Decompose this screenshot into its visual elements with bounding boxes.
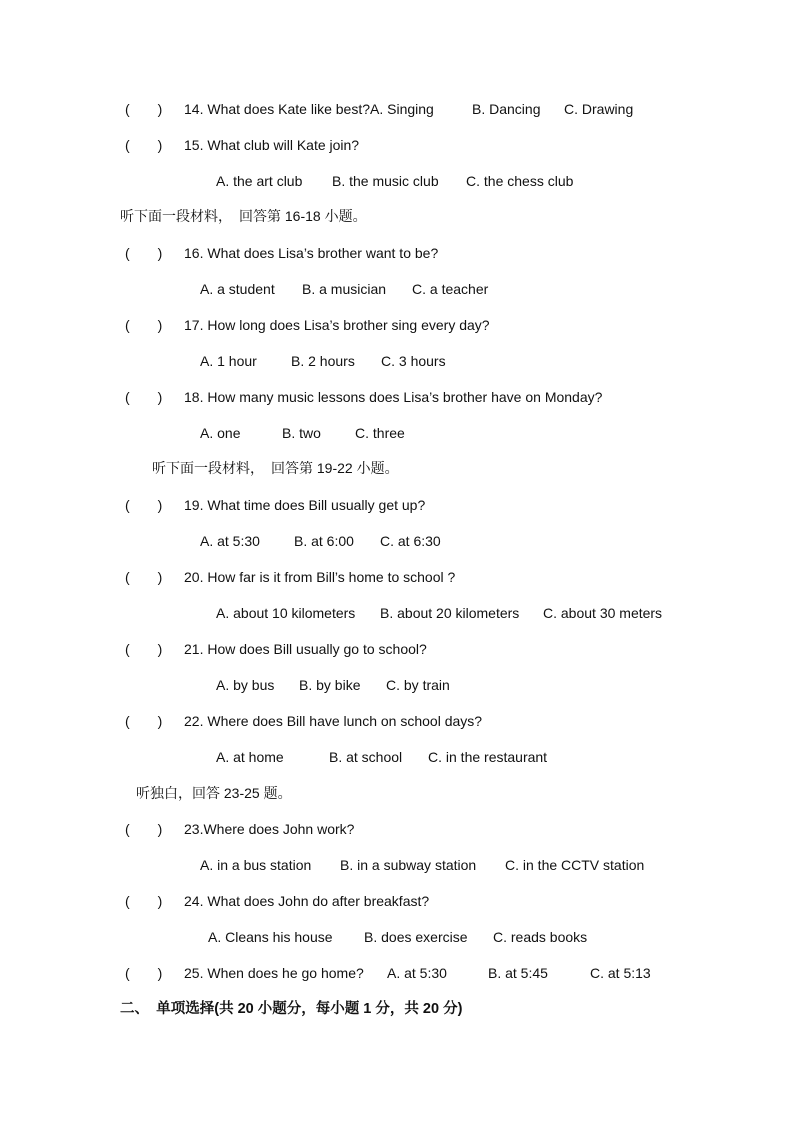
- option-24-b: B. does exercise: [364, 929, 468, 945]
- listening-heading-23-25: 听独白，回答 23-25 题。: [136, 785, 292, 801]
- option-18-c: C. three: [355, 425, 405, 441]
- option-22-c: C. in the restaurant: [428, 749, 548, 765]
- option-20-a: A. about 10 kilometers: [216, 605, 356, 621]
- option-25-c: C. at 5:13: [590, 965, 651, 981]
- option-16-c: C. a teacher: [412, 281, 489, 297]
- option-23-b: B. in a subway station: [340, 857, 477, 873]
- option-18-b: B. two: [282, 425, 321, 441]
- answer-blank-21[interactable]: ( ): [125, 641, 163, 657]
- option-15-b: B. the music club: [332, 173, 439, 189]
- listening-heading-19-22: 听下面一段材料， 回答第 19-22 小题。: [152, 460, 399, 476]
- question-17: 17. How long does Lisa’s brother sing every day?: [184, 317, 490, 333]
- option-20-b: B. about 20 kilometers: [380, 605, 520, 621]
- option-21-b: B. by bike: [299, 677, 361, 693]
- option-15-a: A. the art club: [216, 173, 303, 189]
- answer-blank-17[interactable]: ( ): [125, 317, 163, 333]
- option-22-a: A. at home: [216, 749, 284, 765]
- option-16-b: B. a musician: [302, 281, 387, 297]
- option-21-a: A. by bus: [216, 677, 275, 693]
- section-heading-single-choice: 二、 单项选择(共 20 小题分，每小题 1 分，共 20 分): [120, 1001, 463, 1017]
- answer-blank-22[interactable]: ( ): [125, 713, 163, 729]
- answer-blank-20[interactable]: ( ): [125, 569, 163, 585]
- option-20-c: C. about 30 meters: [543, 605, 663, 621]
- option-15-c: C. the chess club: [466, 173, 574, 189]
- answer-blank-19[interactable]: ( ): [125, 497, 163, 513]
- option-17-b: B. 2 hours: [291, 353, 355, 369]
- answer-blank-16[interactable]: ( ): [125, 245, 163, 261]
- option-19-c: C. at 6:30: [380, 533, 441, 549]
- option-22-b: B. at school: [329, 749, 403, 765]
- option-25-a: A. at 5:30: [387, 965, 447, 981]
- question-23: 23.Where does John work?: [184, 821, 355, 837]
- answer-blank-25[interactable]: ( ): [125, 965, 163, 981]
- option-23-c: C. in the CCTV station: [505, 857, 645, 873]
- question-24: 24. What does John do after breakfast?: [184, 893, 430, 909]
- option-21-c: C. by train: [386, 677, 450, 693]
- answer-blank-23[interactable]: ( ): [125, 821, 163, 837]
- question-21: 21. How does Bill usually go to school?: [184, 641, 427, 657]
- answer-blank-14[interactable]: ( ): [125, 101, 163, 117]
- option-24-c: C. reads books: [493, 929, 588, 945]
- question-16: 16. What does Lisa’s brother want to be?: [184, 245, 439, 261]
- option-16-a: A. a student: [200, 281, 275, 297]
- option-24-a: A. Cleans his house: [208, 929, 333, 945]
- question-18: 18. How many music lessons does Lisa’s brother have on Monday?: [184, 389, 603, 405]
- option-17-c: C. 3 hours: [381, 353, 446, 369]
- option-14-c: C. Drawing: [564, 101, 634, 117]
- option-18-a: A. one: [200, 425, 241, 441]
- option-14-b: B. Dancing: [472, 101, 541, 117]
- option-19-a: A. at 5:30: [200, 533, 260, 549]
- question-14: 14. What does Kate like best?A. Singing: [184, 101, 434, 117]
- option-25-b: B. at 5:45: [488, 965, 548, 981]
- option-23-a: A. in a bus station: [200, 857, 312, 873]
- option-17-a: A. 1 hour: [200, 353, 257, 369]
- question-15: 15. What club will Kate join?: [184, 137, 360, 153]
- answer-blank-18[interactable]: ( ): [125, 389, 163, 405]
- question-22: 22. Where does Bill have lunch on school days?: [184, 713, 483, 729]
- question-25: 25. When does he go home?: [184, 965, 364, 981]
- answer-blank-24[interactable]: ( ): [125, 893, 163, 909]
- question-20: 20. How far is it from Bill’s home to school ?: [184, 569, 456, 585]
- listening-heading-16-18: 听下面一段材料， 回答第 16-18 小题。: [120, 208, 367, 224]
- answer-blank-15[interactable]: ( ): [125, 137, 163, 153]
- option-19-b: B. at 6:00: [294, 533, 354, 549]
- question-19: 19. What time does Bill usually get up?: [184, 497, 426, 513]
